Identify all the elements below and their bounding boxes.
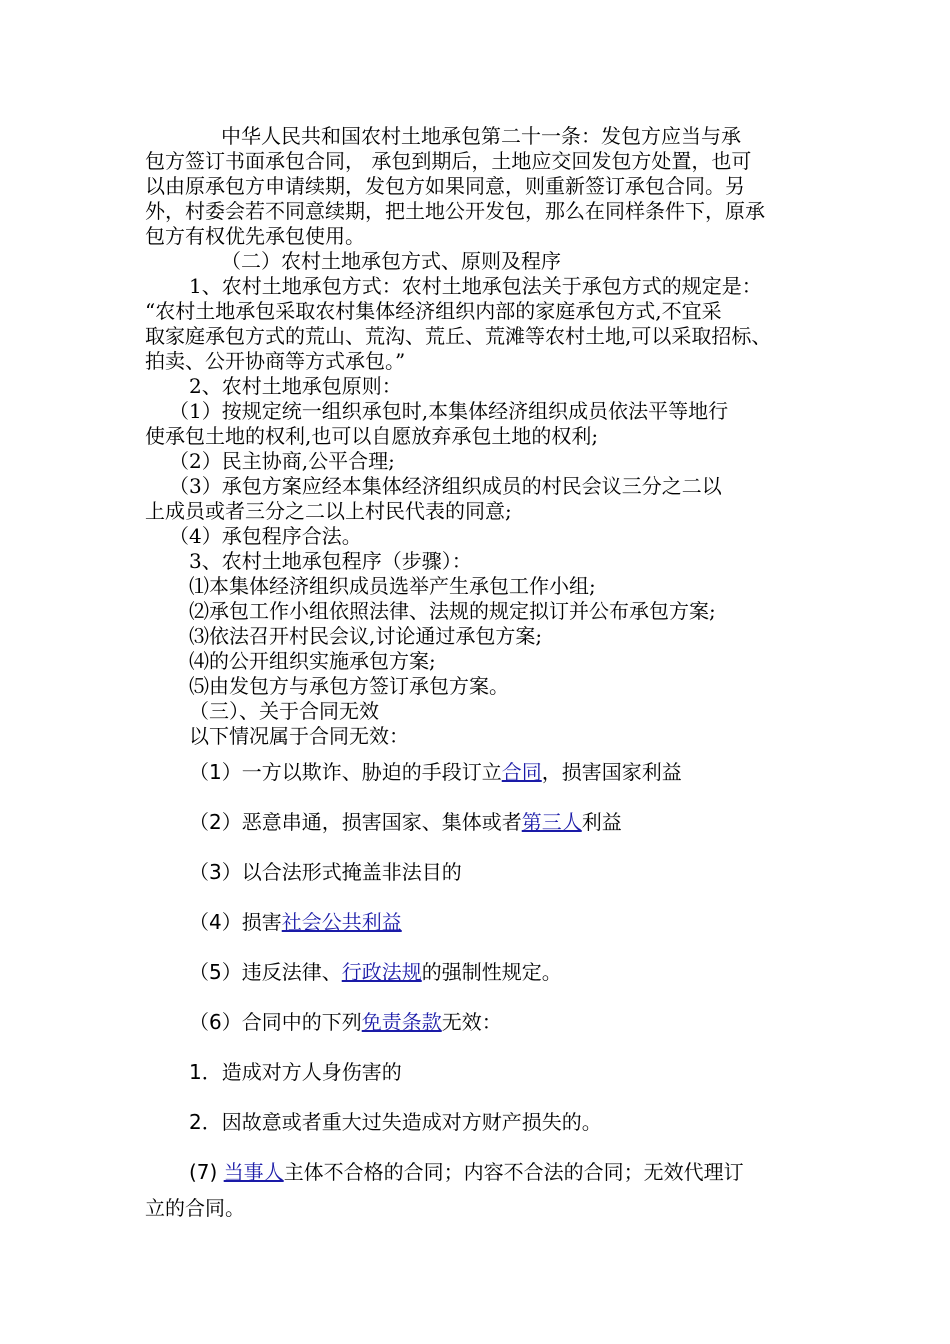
invalid-clause-2 (189, 810, 622, 834)
invalid-clause-7-cont: 立的合同。 (145, 1196, 245, 1220)
clause-text: （2）恶意串通，损害国家、集体或者 (189, 810, 522, 834)
clause-text: 无效： (441, 1010, 502, 1034)
invalid-clause-7 (189, 1160, 744, 1184)
clause-text: ，损害国家利益 (541, 760, 682, 784)
sub-clause-2: 2．因故意或者重大过失造成对方财产损失的。 (189, 1110, 602, 1134)
item-line: 拍卖、公开协商等方式承包。” (145, 349, 406, 373)
principle-line: （4）承包程序合法。 (169, 524, 362, 548)
section-heading: （二）农村土地承包方式、原则及程序 (221, 249, 561, 273)
step-line: ⑷的公开组织实施承包方案; (189, 649, 436, 673)
link-party[interactable]: 当事人 (223, 1160, 284, 1184)
clause-text: 主体不合格的合同；内容不合法的合同；无效代理订 (283, 1160, 744, 1184)
invalid-clause-3: （3）以合法形式掩盖非法目的 (189, 860, 462, 884)
clause-text: 的强制性规定。 (421, 960, 562, 984)
sub-clause-1: 1．造成对方人身伤害的 (189, 1060, 402, 1084)
item-line: 1、农村土地承包方式：农村土地承包法关于承包方式的规定是： (189, 274, 762, 298)
principle-line: 使承包土地的权利,也可以自愿放弃承包土地的权利; (145, 424, 599, 448)
link-public-interest[interactable]: 社会公共利益 (281, 910, 402, 934)
principle-line: （3）承包方案应经本集体经济组织成员的村民会议三分之二以 (169, 474, 722, 498)
step-line: ⑴本集体经济组织成员选举产生承包工作小组; (189, 574, 596, 598)
invalid-clause-5 (189, 960, 562, 984)
paragraph-line: 中华人民共和国农村土地承包第二十一条：发包方应当与承 (221, 124, 741, 148)
step-line: ⑶依法召开村民会议,讨论通过承包方案; (189, 624, 543, 648)
link-contract[interactable]: 合同 (501, 760, 542, 784)
invalid-clause-1 (189, 760, 682, 784)
paragraph-line: 包方签订书面承包合同， 承包到期后，土地应交回发包方处置，也可 (145, 149, 752, 173)
clause-text: （4）损害 (189, 910, 282, 934)
section-intro: 以下情况属于合同无效： (189, 724, 409, 748)
item-heading: 2、农村土地承包原则： (189, 374, 402, 398)
clause-text: （6）合同中的下列 (189, 1010, 362, 1034)
invalid-clause-6 (189, 1010, 502, 1034)
paragraph-line: 外，村委会若不同意续期，把土地公开发包，那么在同样条件下，原承 (145, 199, 765, 223)
link-administrative-regulations[interactable]: 行政法规 (341, 960, 422, 984)
item-heading: 3、农村土地承包程序（步骤）： (189, 549, 472, 573)
link-third-party[interactable]: 第三人 (521, 810, 582, 834)
principle-line: （1）按规定统一组织承包时,本集体经济组织成员依法平等地行 (169, 399, 729, 423)
principle-line: 上成员或者三分之二以上村民代表的同意; (145, 499, 512, 523)
item-line: “农村土地承包采取农村集体经济组织内部的家庭承包方式,不宜采 (145, 299, 722, 323)
principle-line: （2）民主协商,公平合理; (169, 449, 395, 473)
clause-text: （5）违反法律、 (189, 960, 342, 984)
paragraph-line: 包方有权优先承包使用。 (145, 224, 365, 248)
clause-text: (7) (189, 1160, 224, 1184)
paragraph-line: 以由原承包方申请续期，发包方如果同意，则重新签订承包合同。另 (145, 174, 745, 198)
section-heading: （三）、关于合同无效 (189, 699, 379, 723)
clause-text: 利益 (581, 810, 622, 834)
step-line: ⑸由发包方与承包方签订承包方案。 (189, 674, 509, 698)
clause-text: （1）一方以欺诈、胁迫的手段订立 (189, 760, 502, 784)
link-exemption-clause[interactable]: 免责条款 (361, 1010, 442, 1034)
invalid-clause-4 (189, 910, 402, 934)
step-line: ⑵承包工作小组依照法律、法规的规定拟订并公布承包方案; (189, 599, 716, 623)
item-line: 取家庭承包方式的荒山、荒沟、荒丘、荒滩等农村土地,可以采取招标、 (145, 324, 772, 348)
